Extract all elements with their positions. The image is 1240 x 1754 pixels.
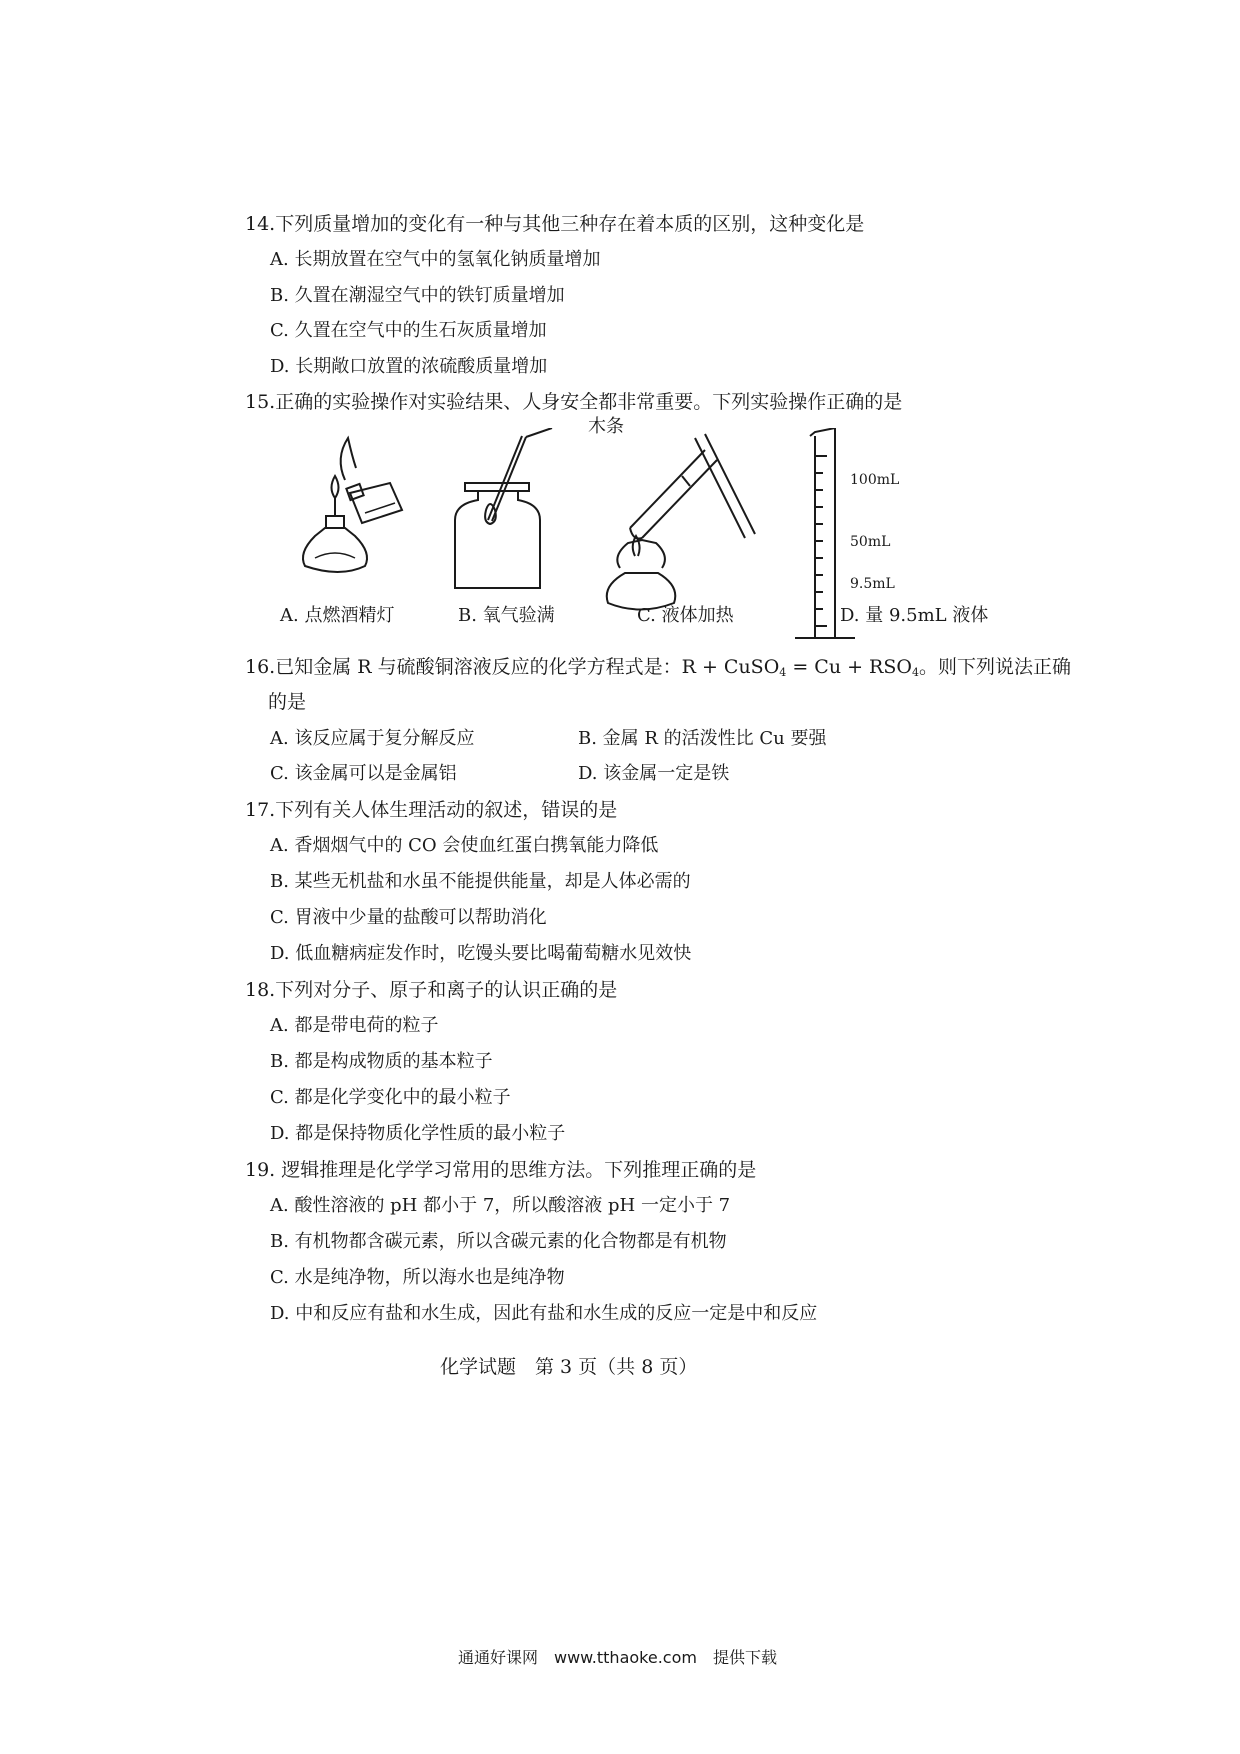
q19-option-b: B. 有机物都含碳元素，所以含碳元素的化合物都是有机物 [270, 1231, 727, 1252]
q17-stem: 17.下列有关人体生理活动的叙述，错误的是 [245, 799, 618, 821]
q19-option-d: D. 中和反应有盐和水生成，因此有盐和水生成的反应一定是中和反应 [270, 1303, 818, 1324]
q16-option-b: B. 金属 R 的活泼性比 Cu 要强 [578, 728, 827, 749]
q14-option-c: C. 久置在空气中的生石灰质量增加 [270, 320, 547, 341]
test-tube-heating-icon [607, 434, 755, 610]
q14-option-d: D. 长期敞口放置的浓硫酸质量增加 [270, 356, 548, 377]
q16-option-d: D. 该金属一定是铁 [578, 763, 730, 784]
page-footer: 化学试题 第 3 页（共 8 页） [440, 1356, 698, 1378]
wooden-stick-icon [488, 428, 552, 521]
q17-option-d: D. 低血糖病症发作时，吃馒头要比喝葡萄糖水见效快 [270, 943, 692, 964]
q18-stem: 18.下列对分子、原子和离子的认识正确的是 [245, 979, 618, 1001]
q17-option-a: A. 香烟烟气中的 CO 会使血红蛋白携氧能力降低 [270, 835, 659, 856]
tilted-lamp-icon [341, 438, 402, 523]
q15-caption-b: B. 氧气验满 [458, 605, 555, 626]
q18-option-c: C. 都是化学变化中的最小粒子 [270, 1087, 511, 1108]
q15-caption-a: A. 点燃酒精灯 [280, 605, 395, 626]
q14-option-b: B. 久置在潮湿空气中的铁钉质量增加 [270, 285, 565, 306]
q19-option-c: C. 水是纯净物，所以海水也是纯净物 [270, 1267, 565, 1288]
q16-option-a: A. 该反应属于复分解反应 [270, 728, 475, 749]
q18-option-a: A. 都是带电荷的粒子 [270, 1015, 439, 1036]
q16-stem: 16.已知金属 R 与硫酸铜溶液反应的化学方程式是：R + CuSO$_4$ = $Cu + RSO_4$。则下列说法正确 [245, 656, 1071, 679]
q16-option-c: C. 该金属可以是金属铝 [270, 763, 457, 784]
cylinder-mark-50ml: 50mL [850, 534, 891, 550]
q17-option-b: B. 某些无机盐和水虽不能提供能量，却是人体必需的 [270, 871, 691, 892]
wooden-stick-label: 木条 [588, 416, 624, 437]
q15-caption-d: D. 量 9.5mL 液体 [840, 605, 989, 626]
q18-option-b: B. 都是构成物质的基本粒子 [270, 1051, 493, 1072]
q15-stem: 15.正确的实验操作对实验结果、人身安全都非常重要。下列实验操作正确的是 [245, 391, 903, 413]
q15-figure [280, 416, 1010, 643]
q17-option-c: C. 胃液中少量的盐酸可以帮助消化 [270, 907, 547, 928]
q15-caption-c: C. 液体加热 [637, 605, 734, 626]
cylinder-mark-9-5ml: 9.5mL [850, 576, 895, 592]
q19-stem: 19. 逻辑推理是化学学习常用的思维方法。下列推理正确的是 [245, 1159, 757, 1181]
q14-stem: 14.下列质量增加的变化有一种与其他三种存在着本质的区别，这种变化是 [245, 213, 865, 235]
q18-option-d: D. 都是保持物质化学性质的最小粒子 [270, 1123, 566, 1144]
q16-stem-continuation: 的是 [268, 691, 307, 713]
cylinder-mark-100ml: 100mL [850, 472, 900, 488]
q14-option-a: A. 长期放置在空气中的氢氧化钠质量增加 [270, 249, 601, 270]
download-site-credit: 通通好课网 www.tthaoke.com 提供下载 [458, 1648, 777, 1667]
q19-option-a: A. 酸性溶液的 pH 都小于 7，所以酸溶液 pH 一定小于 7 [270, 1195, 731, 1216]
